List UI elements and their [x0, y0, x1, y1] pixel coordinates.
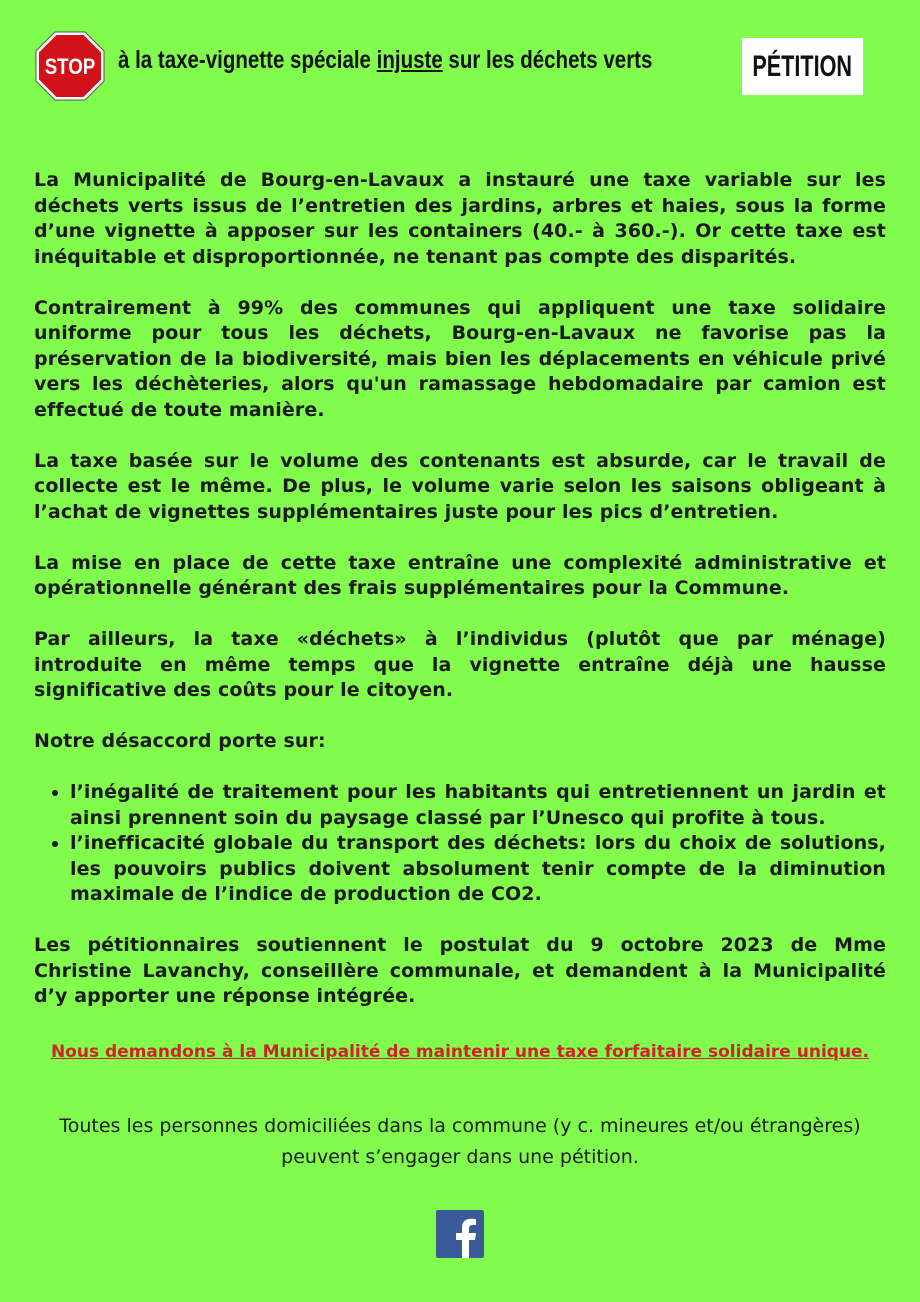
- paragraph-complexity: La mise en place de cette taxe entraîne une complexité administrative et opérationnelle générant des frais supplémentaires pour la Commune.: [34, 551, 886, 599]
- paragraph-closing: Les pétitionnaires soutiennent le postulat du 9 octobre 2023 de Mme Christine Lavanchy, conseillère communale, et demandent à la Municipalité d’y apporter une réponse intégrée.: [34, 934, 886, 1007]
- disagreement-list: [34, 780, 886, 908]
- title-prefix: à la taxe-vignette spéciale: [118, 46, 377, 74]
- title-suffix: sur les déchets verts: [442, 46, 653, 74]
- page-title: [118, 44, 653, 76]
- list-item: • l’inégalité de traitement pour les habitants qui entretiennent un jardin et ainsi prennent soin du paysage classé par l’Unesco qui profite à tous.: [70, 780, 886, 831]
- list-item: • l’inefficacité globale du transport des déchets: lors du choix de solutions, les pouvoirs publics doivent absolument tenir compte de la diminution maximale de l’indice de production de CO2.: [70, 831, 886, 908]
- stop-sign-icon: [34, 30, 106, 102]
- petition-body: [34, 168, 886, 1035]
- petition-badge: [742, 38, 863, 95]
- petition-badge-label: PÉTITION: [752, 49, 853, 83]
- paragraph-individual-tax: Par ailleurs, la taxe «déchets» à l’individus (plutôt que par ménage) introduite en même temps que la vignette entraîne déjà une hausse significative des coûts pour le citoyen.: [34, 628, 886, 701]
- paragraph-volume: La taxe basée sur le volume des contenants est absurde, car le travail de collecte est le même. De plus, le volume varie selon les saisons obligeant à l’achat de vignettes supplémentaires juste pour les pics d’entretien.: [34, 449, 886, 523]
- paragraph-tax-intro: La Municipalité de Bourg-en-Lavaux a instauré une taxe variable sur les déchets verts issus de l’entretien des jardins, arbres et haies, sous la forme d’une vignette à apposer sur les containers (40.- à 360.-). Or cette taxe est inéquitable et disproportionnée, ne tenant pas compte des disparités.: [34, 169, 886, 268]
- eligibility-note: Toutes les personnes domiciliées dans la commune (y c. mineures et/ou étrangères) peuvent s’engager dans une pétition.: [59, 1115, 861, 1168]
- facebook-icon[interactable]: [436, 1210, 484, 1258]
- paragraph-disagreement: Notre désaccord porte sur:: [34, 730, 326, 752]
- title-emphasis: injuste: [376, 46, 443, 74]
- paragraph-communes: Contrairement à 99% des communes qui appliquent une taxe solidaire uniforme pour tous les déchets, Bourg-en-Lavaux ne favorise pas la préservation de la biodiversité, mais bien les déplacements en véhicule privé vers les déchèteries, alors qu'un ramassage hebdomadaire par camion est effectué de toute manière.: [34, 296, 886, 421]
- demand-statement: Nous demandons à la Municipalité de maintenir une taxe forfaitaire solidaire unique.: [50, 1042, 870, 1062]
- stop-label: STOP: [44, 55, 96, 80]
